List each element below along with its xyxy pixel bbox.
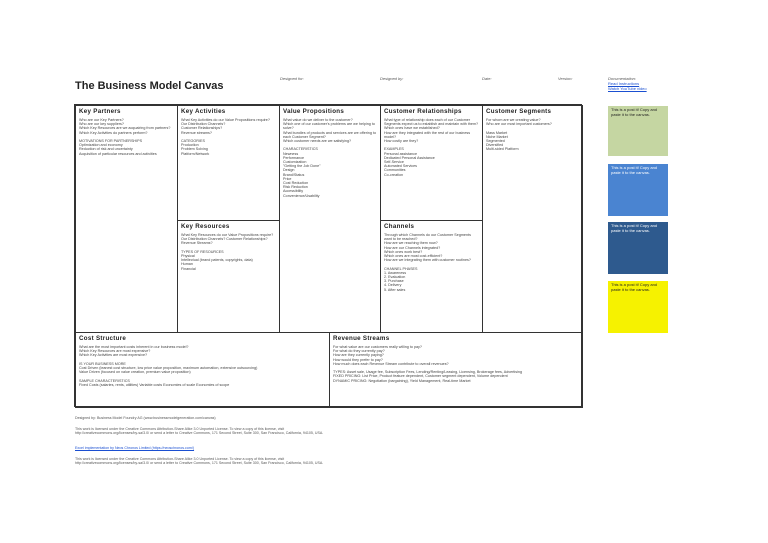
- key-resources-box[interactable]: [177, 220, 280, 333]
- designed-by-credit: Designed by: Business Model Foundry AG (www.businessmodelgeneration.com/canvas): [75, 416, 216, 420]
- key-partners-text: Who are our Key Partners? Who are our key suppliers? Which Key Resources are we acquairing from partners? Which Key Activities do partners perform? MOTIVATIONS FOR PARTNERSHIPS Optimization and economy Reduction of risk and uncertainty Acquisition of particular resources and activities: [79, 118, 171, 156]
- customer-relationships-box[interactable]: [380, 105, 483, 221]
- key-activities-box[interactable]: [177, 105, 280, 221]
- key-resources-text: What Key Resources do our Value Propositions require? Our Distribution Channels? Customer Relationships? Revenue Streams? TYPES OF RESOURCES Physical Intellectual (brand patents, copyrights, data) Human Financial: [181, 233, 274, 271]
- key-partners-title: Key Partners: [79, 108, 121, 115]
- revenue-streams-title: Revenue Streams: [333, 335, 390, 342]
- documentation-block: [608, 76, 647, 91]
- cost-structure-text: What are the most important costs inherent in our business model? Which Key Resources are most expensive? Which Key Activities are most expensive? IS YOUR BUSINESS MORE Cost Driven (leanest cost structure, low price value proposition, maximum automation, extensive outsourcing) Value Driven (focused on value creation, premium value proposition) SAMPLE CHARACTERISTICS Fixed Costs (salaries, rents, utilities) Variable costs Economies of scale Economies of scope: [79, 345, 258, 387]
- read-instructions-link[interactable]: Read Instructions: [608, 81, 640, 86]
- key-partners-box[interactable]: [75, 105, 178, 333]
- version-label: Version:: [558, 76, 573, 81]
- key-resources-title: Key Resources: [181, 223, 230, 230]
- value-propositions-box[interactable]: [279, 105, 381, 333]
- revenue-streams-box[interactable]: [329, 332, 583, 408]
- post-it-note-yellow[interactable]: This is a post it! Copy and paste it to the canvas.: [608, 281, 668, 333]
- channels-box[interactable]: [380, 220, 483, 333]
- page-title: The Business Model Canvas: [75, 80, 224, 92]
- customer-segments-title: Customer Segments: [486, 108, 552, 115]
- channels-title: Channels: [384, 223, 415, 230]
- designed-for-label: Designed for:: [280, 76, 304, 81]
- value-propositions-title: Value Propositions: [283, 108, 345, 115]
- revenue-streams-text: For what value are our customers really willing to pay? For what do they currently pay? How are they currently paying? How would they prefer to pay? How much does each Revenue Stream contribute to overall revenues? TYPES: Asset sale, Usage fee, Subscription Fees, Lending/Renting/Leasing, Licensing, Brokerage fees, Advertising FIXED PRICING: List Price, Product feature dependent, Customer segment dependent, Volume dependent DYNAMIC PRICING: Negotiation (bargaining), Yield Management, Real-time Market: [333, 345, 522, 383]
- license-text-2: This work is licensed under the Creative Commons Attribution-Share Alike 3.0 Unported License. To view a copy of this license, visit http://creativecommons.org/licenses/by-sa/3.0/ or send a letter to Creative Commons, 171 Second Street, Suite 300, San Francisco, California, 94105, USA.: [75, 457, 324, 466]
- post-it-note-dark-blue[interactable]: This is a post it! Copy and paste it to the canvas.: [608, 222, 668, 274]
- customer-segments-box[interactable]: [482, 105, 583, 333]
- channels-text: Through which Channels do our Customer Segments want to be reached? How are we reaching them now? How are our Channels integrated? Which ones work best? Which ones are most cost-efficient? How are we integrating them with customer routines? CHANNEL PHASES 1. Awareness 2. Evaluation 3. Purchase 4. Delivery 5. After sales: [384, 233, 471, 292]
- value-propositions-text: What value do we deliver to the customer? Which one of our customer's problems are we helping to solve? What bundles of products and services are we offering to each Customer Segment? Which customer needs are we satisfying? CHARACTERISTICS Newness Performance Customization "Getting the Job Done" Design Brand/Status Price Cost Reduction Risk Reduction Accessibility Convenience/Usability: [283, 118, 376, 198]
- post-it-note-blue[interactable]: This is a post it! Copy and paste it to the canvas.: [608, 164, 668, 216]
- key-activities-text: What Key Activities do our Value Propositions require? Our Distribution Channels? Customer Relationships? Revenue streams? CATEGORIES Production Problem Solving Platform/Network: [181, 118, 270, 156]
- date-label: Date:: [482, 76, 492, 81]
- customer-segments-text: For whom are we creating value? Who are our most important customers? Mass Market Niche Market Segmented Diversified Multi-sided Platform: [486, 118, 552, 152]
- customer-relationships-text: What type of relationship does each of our Customer Segments expect us to establish and maintain with them? Which ones have we established? How are they integrated with the rest of our business model? How costly are they? EXAMPLES Personal assistance Dedicated Personal Assistance Self-Service Automated Services Communities Co-creation: [384, 118, 479, 177]
- youtube-video-link[interactable]: Watch YouTube video: [608, 86, 647, 91]
- key-activities-title: Key Activities: [181, 108, 226, 115]
- post-it-note-green[interactable]: This is a post it! Copy and paste it to the canvas.: [608, 106, 668, 156]
- customer-relationships-title: Customer Relationships: [384, 108, 462, 115]
- documentation-label: Documentation:: [608, 76, 637, 81]
- excel-implementation-link[interactable]: Excel implementation by Neos Chronos Limited (https://neoschronos.com/): [75, 446, 195, 450]
- cost-structure-box[interactable]: [75, 332, 330, 408]
- license-text-1: This work is licensed under the Creative Commons Attribution-Share Alike 3.0 Unported License. To view a copy of this license, visit http://creativecommons.org/licenses/by-sa/3.0/ or send a letter to Creative Commons, 171 Second Street, Suite 300, San Francisco, California, 94105, USA.: [75, 427, 324, 436]
- business-model-canvas: [74, 104, 582, 407]
- cost-structure-title: Cost Structure: [79, 335, 127, 342]
- designed-by-label: Designed by:: [380, 76, 404, 81]
